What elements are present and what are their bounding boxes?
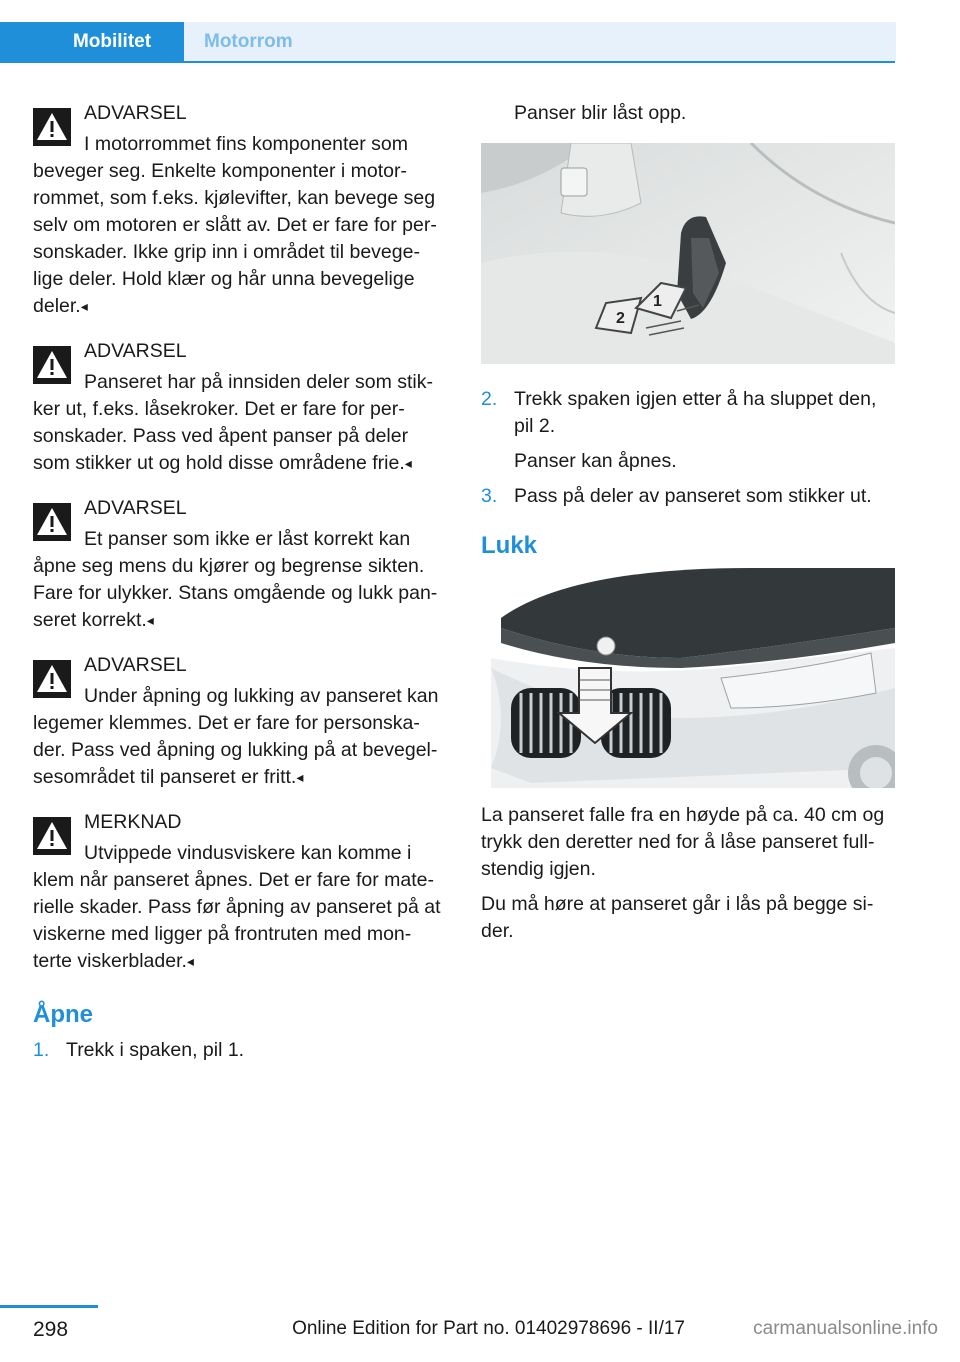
warning-triangle-icon	[33, 817, 71, 855]
notice-heading: MERKNAD	[84, 811, 182, 833]
close-instruction: La panseret falle fra en høyde på ca. 40 cm og trykk den deretter ned for å låse panseret full-stendig igjen.	[481, 804, 885, 880]
end-mark: ◂	[404, 455, 412, 471]
notice-block	[33, 809, 446, 975]
warning-block-1	[33, 100, 446, 320]
step-text: Trekk i spaken, pil 1.	[66, 1039, 245, 1061]
warning-triangle-icon	[33, 108, 71, 146]
notice-text: Utvippede vindusviskere kan komme i klem når panseret åpnes. Det er fare for mate-rielle skader. Pass før åpning av panseret på at viskerne med ligger på frontruten med mon-terte viskerblader.	[33, 842, 441, 972]
tab-mobilitet[interactable]: Mobilitet	[0, 22, 184, 62]
page-number: 298	[33, 1318, 69, 1341]
warning-heading: ADVARSEL	[84, 102, 187, 124]
warning-text: Under åpning og lukking av panseret kan legemer klemmes. Det er fare for personska-der. Pass ved åpning og lukking på at bevegel-sesområdet til panseret er fritt.	[33, 685, 439, 788]
arrow-label-2: 2	[616, 310, 625, 327]
step-2	[481, 386, 895, 440]
warning-triangle-icon	[33, 346, 71, 384]
step-2-result: Panser kan åpnes.	[514, 450, 677, 472]
end-mark: ◂	[80, 298, 88, 314]
site-watermark: carmanualsonline.info	[753, 1318, 938, 1339]
section-title-close: Lukk	[481, 532, 538, 559]
warning-block-3	[33, 495, 446, 634]
warning-triangle-icon	[33, 503, 71, 541]
footer-divider	[0, 1305, 98, 1308]
warning-block-4	[33, 652, 446, 791]
warning-heading: ADVARSEL	[84, 340, 187, 362]
warning-text: I motorrommet fins komponenter som beveger seg. Enkelte komponenter i motor-rommet, som f.eks. kjølevifter, kan bevege seg selv om motoren er slått av. Det er fare for per-sonskader. Ikke grip inn i området til bevege-lige deler. Hold klær og hår unna bevegelige deler.	[33, 133, 437, 317]
arrow-label-1: 1	[653, 293, 662, 310]
warning-block-2	[33, 338, 446, 477]
left-column	[33, 100, 446, 1072]
warning-text: Et panser som ikke er låst korrekt kan åpne seg mens du kjører og begrense sikten. Fare for ulykker. Stans omgående og lukk pan-seret korrekt.	[33, 528, 438, 631]
end-mark: ◂	[296, 769, 304, 785]
header-divider	[0, 61, 895, 63]
chapter-tabs	[0, 22, 896, 62]
warning-triangle-icon	[33, 660, 71, 698]
step-1-result: Panser blir låst opp.	[514, 102, 687, 124]
step-3	[481, 483, 895, 510]
hood-closing-illustration	[481, 568, 895, 788]
warning-heading: ADVARSEL	[84, 497, 187, 519]
warning-text: Panseret har på innsiden deler som stik-ker ut, f.eks. låsekroker. Det er fare for per-sonskader. Pass ved åpent panser på deler som stikker ut og hold disse områdene frie.	[33, 371, 434, 474]
step-text: Trekk spaken igjen etter å ha sluppet den, pil 2.	[514, 388, 877, 437]
step-number: 1.	[33, 1039, 50, 1061]
step-1	[33, 1037, 446, 1064]
hood-release-lever-illustration	[481, 143, 895, 364]
section-title-open: Åpne	[33, 1001, 93, 1028]
end-mark: ◂	[146, 612, 154, 628]
right-column	[481, 100, 895, 953]
end-mark: ◂	[186, 953, 194, 969]
warning-heading: ADVARSEL	[84, 654, 187, 676]
edition-note: Online Edition for Part no. 01402978696 - II/17	[292, 1318, 685, 1339]
tab-motorrom[interactable]: Motorrom	[184, 22, 896, 62]
step-number: 2.	[481, 388, 498, 410]
close-confirmation: Du må høre at panseret går i lås på begge si-der.	[481, 893, 874, 942]
step-text: Pass på deler av panseret som stikker ut.	[514, 485, 872, 507]
step-number: 3.	[481, 485, 498, 507]
